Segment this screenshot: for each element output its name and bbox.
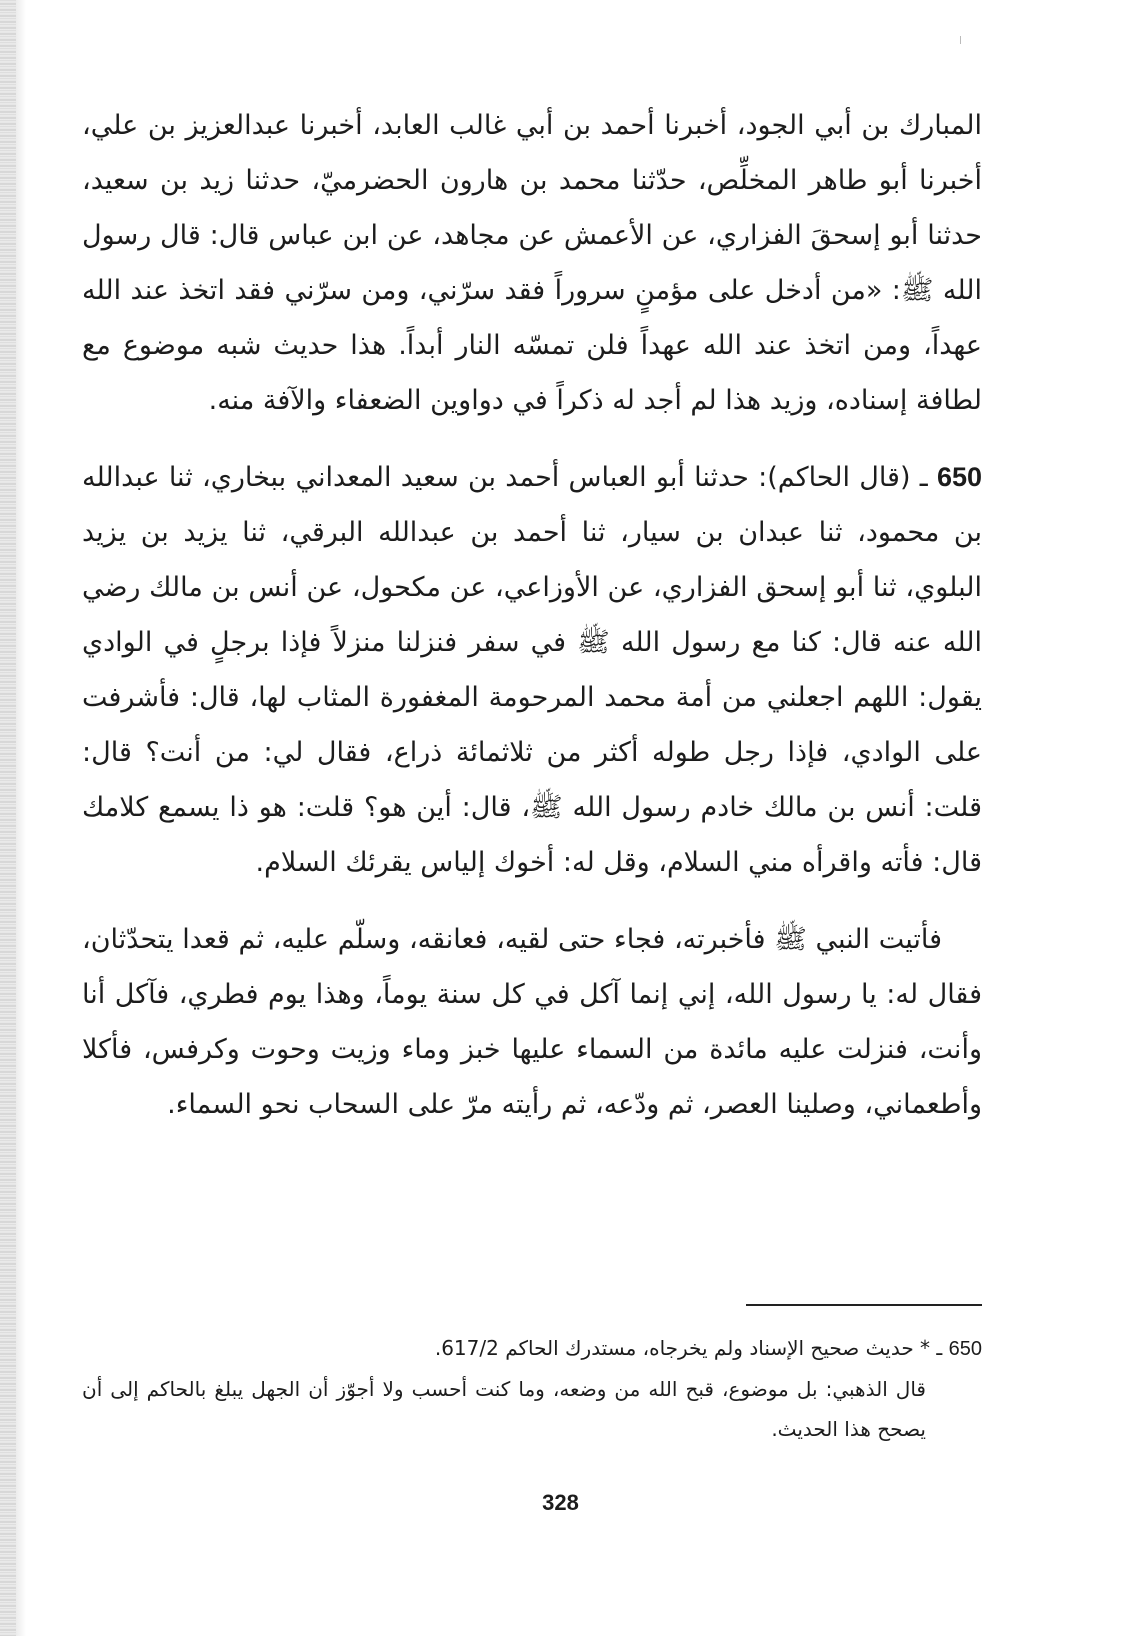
paragraph-hadith-continuation (82, 912, 982, 1132)
footnotes (82, 1328, 982, 1449)
paragraph-text: ـ (قال الحاكم): حدثنا أبو العباس أحمد بن سعيد المعداني ببخاري، ثنا عبدالله بن محمود، ثنا عبدان بن سيار، ثنا أحمد بن عبدالله البرقي، ثنا يزيد بن يزيد البلوي، ثنا أبو إسحق الفزاري، عن الأوزاعي، عن مكحول، عن أنس بن مالك رضي الله عنه قال: كنا مع رسول الله ﷺ في سفر فنزلنا منزلاً فإذا برجلٍ في الوادي يقول: اللهم اجعلني من أمة محمد المرحومة المغفورة المثاب لها، قال: فأشرفت على الوادي، فإذا رجل طوله أكثر من ثلاثمائة ذراع، فقال لي: من أنت؟ قال: قلت: أنس بن مالك خادم رسول الله ﷺ، قال: أين هو؟ قلت: هو ذا يسمع كلامك قال: فأته واقرأه مني السلام، وقل له: أخوك إلياس يقرئك السلام. (82, 462, 982, 878)
footnote-line (82, 1328, 982, 1369)
footnote-number: 650 (948, 1338, 982, 1360)
page-number: 328 (542, 1490, 579, 1515)
footnote-text: قال الذهبي: بل موضوع، قبح الله من وضعه، وما كنت أحسب ولا أجوّز أن الجهل يبلغ بالحاكم إلى أن يصحح هذا الحديث. (82, 1377, 926, 1441)
scan-edge-shadow (16, 0, 26, 1636)
hadith-number: 650 (936, 462, 982, 492)
page-body (82, 98, 982, 1132)
paragraph-text: فأتيت النبي ﷺ فأخبرته، فجاء حتى لقيه، فعانقه، وسلّم عليه، ثم قعدا يتحدّثان، فقال له: يا رسول الله، إني إنما آكل في كل سنة يوماً، وهذا يوم فطري، فآكل أنا وأنت، فنزلت عليه مائدة من السماء عليها خبز وماء وزيت وحوت وكرفس، فأكلا وأطعماني، وصلينا العصر، ثم ودّعه، ثم رأيته مرّ على السحاب نحو السماء. (82, 924, 982, 1120)
footnote-text: ـ * حديث صحيح الإسناد ولم يخرجاه، مستدرك الحاكم 617/2. (434, 1336, 943, 1360)
paragraph-text: المبارك بن أبي الجود، أخبرنا أحمد بن أبي غالب العابد، أخبرنا عبدالعزيز بن علي، أخبرنا أبو طاهر المخلِّص، حدّثنا محمد بن هارون الحضرميّ، حدثنا زيد بن سعيد، حدثنا أبو إسحقَ الفزاري، عن الأعمش عن مجاهد، عن ابن عباس قال: قال رسول الله ﷺ: «من أدخل على مؤمنٍ سروراً فقد سرّني، ومن سرّني فقد اتخذ عند الله عهداً، ومن اتخذ عند الله عهداً فلن تمسّه النار أبداً. هذا حديث شبه موضوع مع لطافة إسناده، وزيد هذا لم أجد له ذكراً في دواوين الضعفاء والآفة منه. (82, 110, 982, 416)
scan-mark (960, 36, 961, 44)
footnote-line (82, 1369, 982, 1449)
paragraph-hadith-650 (82, 450, 982, 890)
paragraph-isnad-continuation (82, 98, 982, 428)
footnote-divider (746, 1304, 982, 1306)
scan-edge (0, 0, 16, 1636)
